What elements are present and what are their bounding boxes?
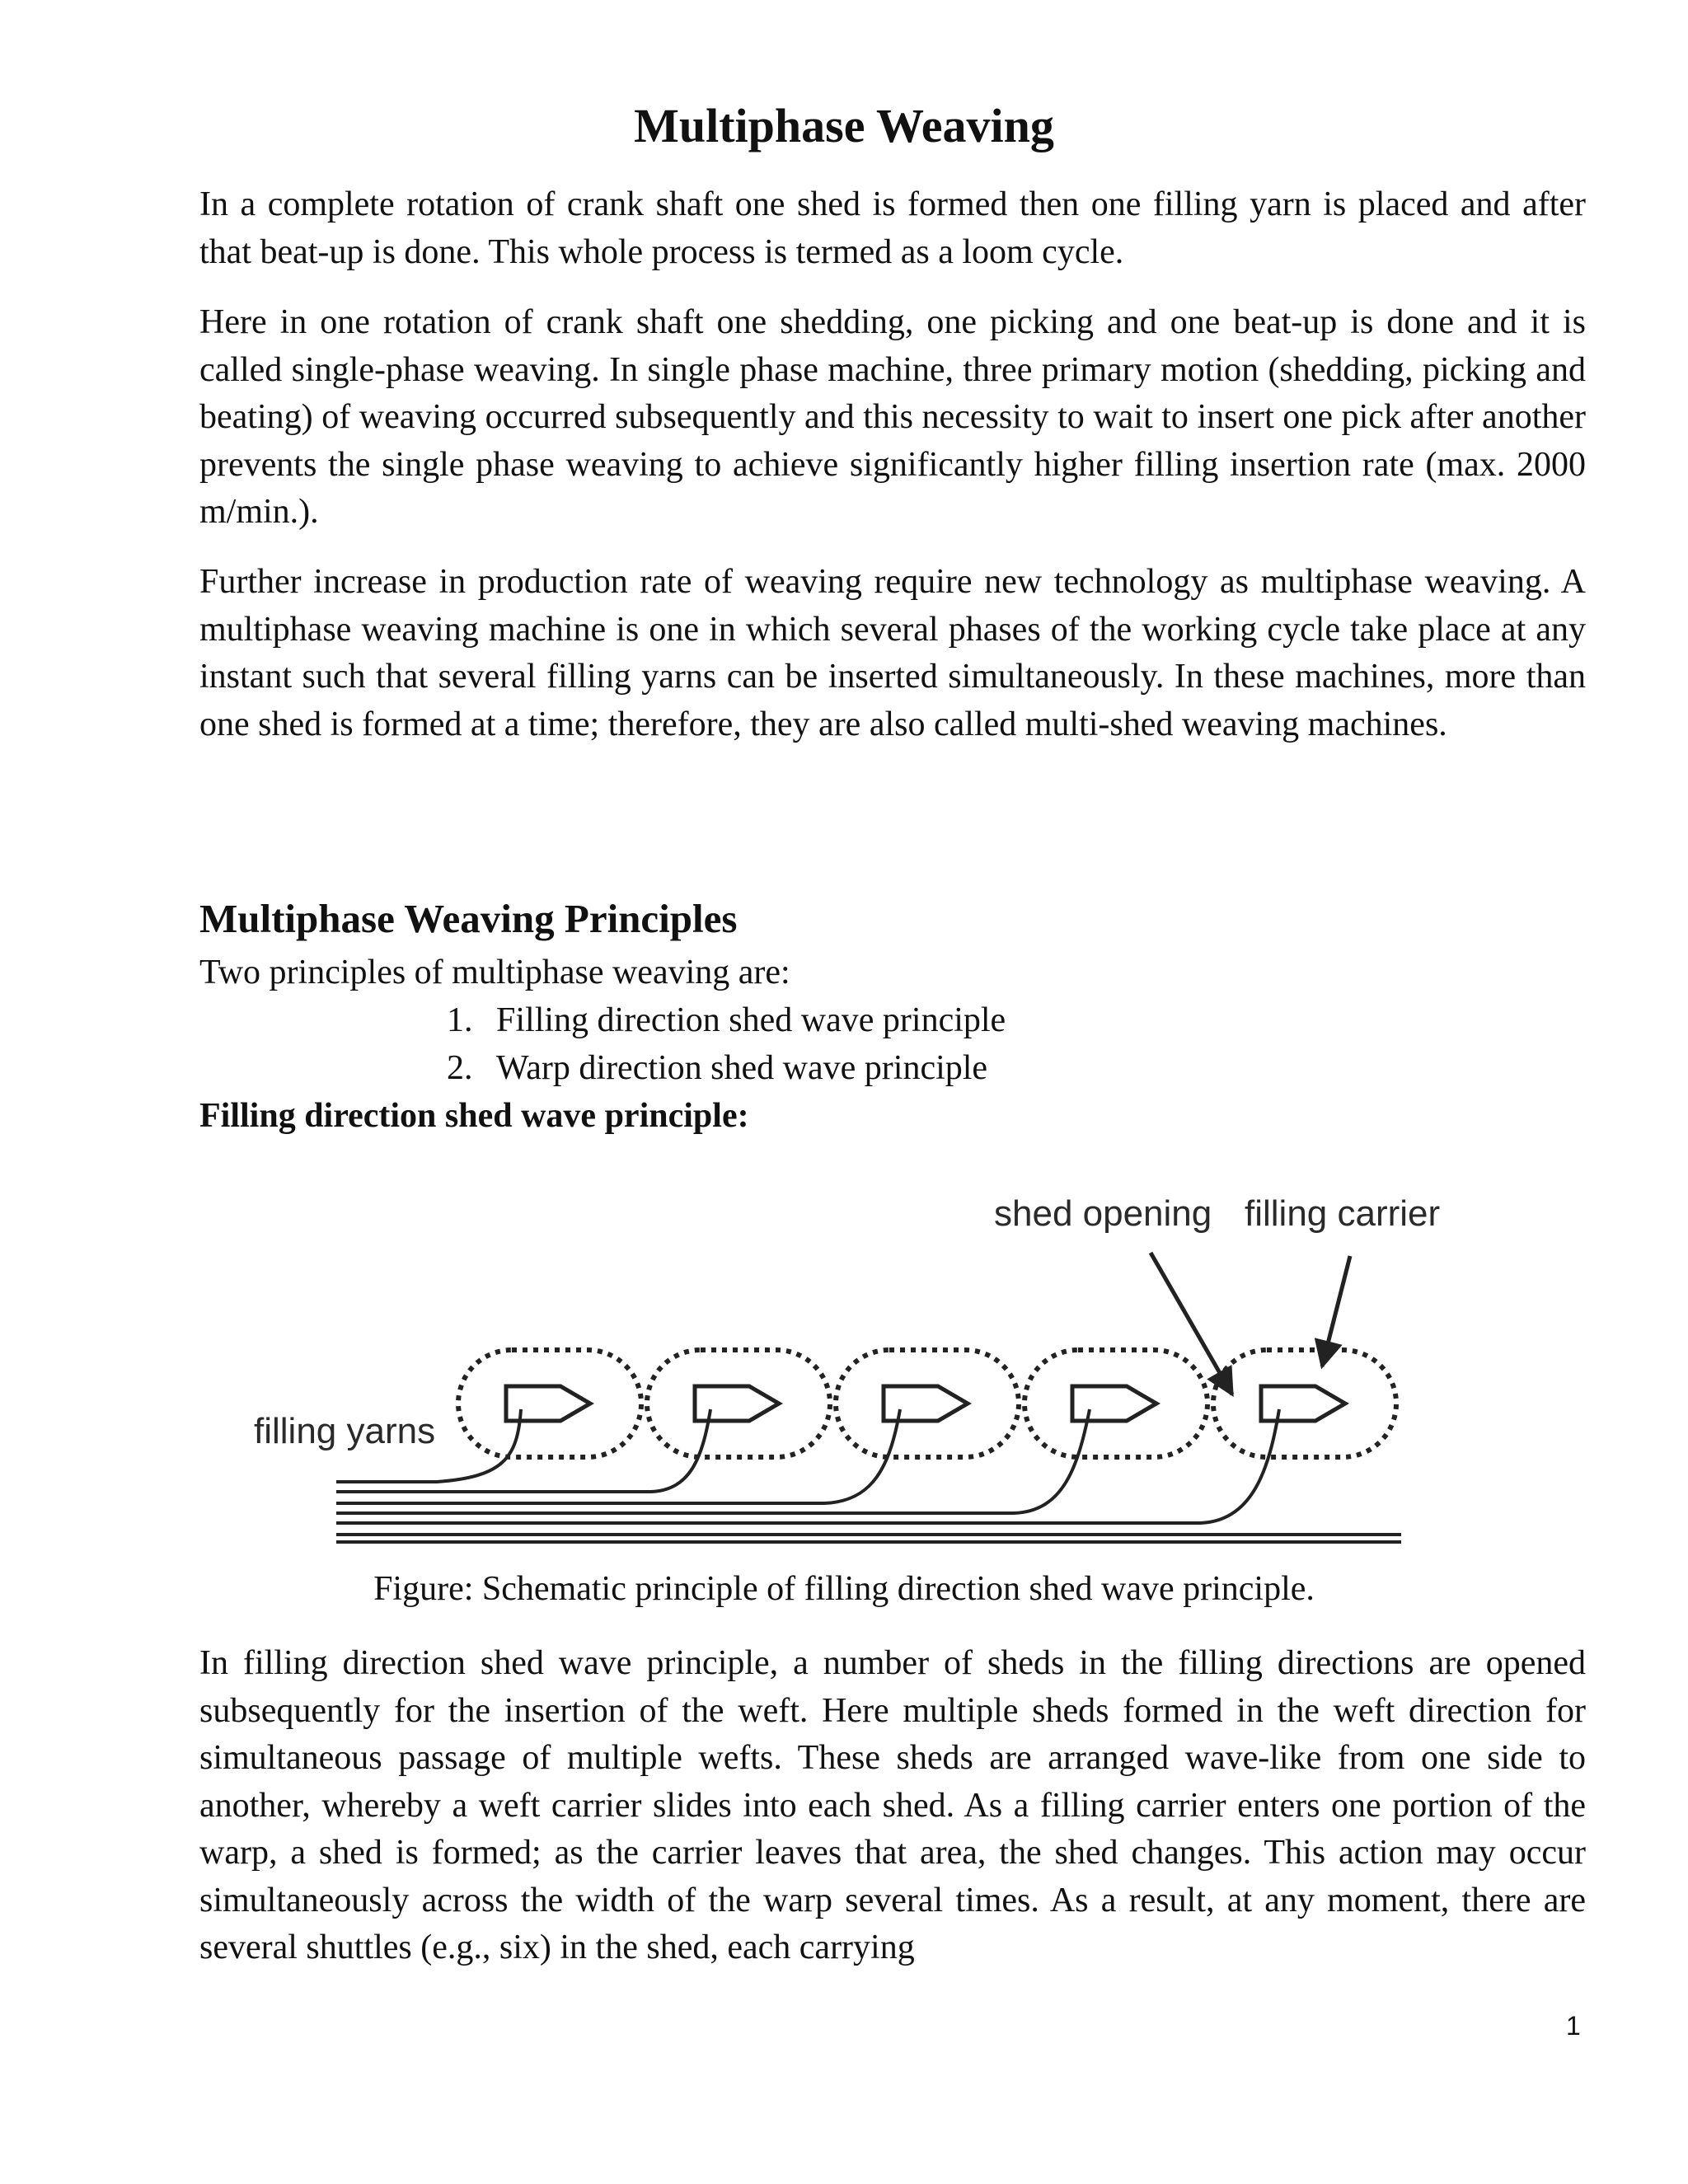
- list-text: Filling direction shed wave principle: [496, 1001, 1006, 1039]
- filling-carrier: [695, 1386, 779, 1421]
- page-number: 1: [1566, 2011, 1581, 2041]
- list-item: [447, 1045, 987, 1092]
- filling-carrier: [1072, 1386, 1156, 1421]
- figure-caption: Figure: Schematic principle of filling direction shed wave principle.: [373, 1570, 1315, 1608]
- label-shed-opening: shed opening: [994, 1193, 1212, 1234]
- filling-yarns: [336, 1409, 1401, 1542]
- paragraph-single-phase: Here in one rotation of crank shaft one shedding, one picking and one beat-up is done and it is called single-phase weaving. In single phase machine, three primary motion (shedding, picking and beating) of weaving occurred subsequently and this necessity to wait to insert one pick after another prevents the single phase weaving to achieve significantly higher filling insertion rate (max. 2000 m/min.).: [199, 303, 1586, 531]
- page-title: Multiphase Weaving: [634, 99, 1054, 152]
- filling-carrier: [1261, 1386, 1345, 1421]
- label-filling-yarns: filling yarns: [254, 1411, 436, 1451]
- paragraph-multiphase: Further increase in production rate of weaving require new technology as multiphase weaving. A multiphase weaving machine is one in which several phases of the working cycle take place at any instant such that several filling yarns can be inserted simultaneously. In these machines, more than one shed is formed at a time; therefore, they are also called multi-shed weaving machines.: [199, 563, 1586, 743]
- list-item: [447, 997, 1006, 1044]
- subheading: Filling direction shed wave principle:: [199, 1097, 749, 1135]
- label-filling-carrier: filling carrier: [1245, 1193, 1441, 1234]
- list-number: 2.: [447, 1049, 473, 1087]
- principles-intro: Two principles of multiphase weaving are:: [199, 954, 790, 991]
- section-heading: Multiphase Weaving Principles: [199, 896, 738, 941]
- list-text: Warp direction shed wave principle: [496, 1049, 988, 1087]
- shed-wave-figure: [0, 1170, 1688, 1549]
- filling-carrier: [884, 1386, 968, 1421]
- filling-carriers: [506, 1386, 1345, 1421]
- paragraph-filling-direction: In filling direction shed wave principle, a number of sheds in the filling directions are opened subsequently for the insertion of the weft. Here multiple sheds formed in the weft direction for simultaneous passage of multiple wefts. These sheds are arranged wave-like from one side to another, whereby a weft carrier slides into each shed. As a filling carrier enters one portion of the warp, a shed is formed; as the carrier leaves that area, the shed changes. This action may occur simultaneously across the width of the warp several times. As a result, at any moment, there are several shuttles (e.g., six) in the shed, each carrying: [199, 1644, 1586, 1966]
- list-number: 1.: [447, 1001, 473, 1039]
- filling-yarn: [336, 1409, 1090, 1513]
- filling-yarn: [336, 1409, 1279, 1523]
- filling-carrier: [506, 1386, 590, 1421]
- shed-opening-arrow: [1151, 1253, 1232, 1394]
- paragraph-loom-cycle: In a complete rotation of crank shaft one shed is formed then one filling yarn is placed and after that beat-up is done. This whole process is termed as a loom cycle.: [199, 185, 1586, 271]
